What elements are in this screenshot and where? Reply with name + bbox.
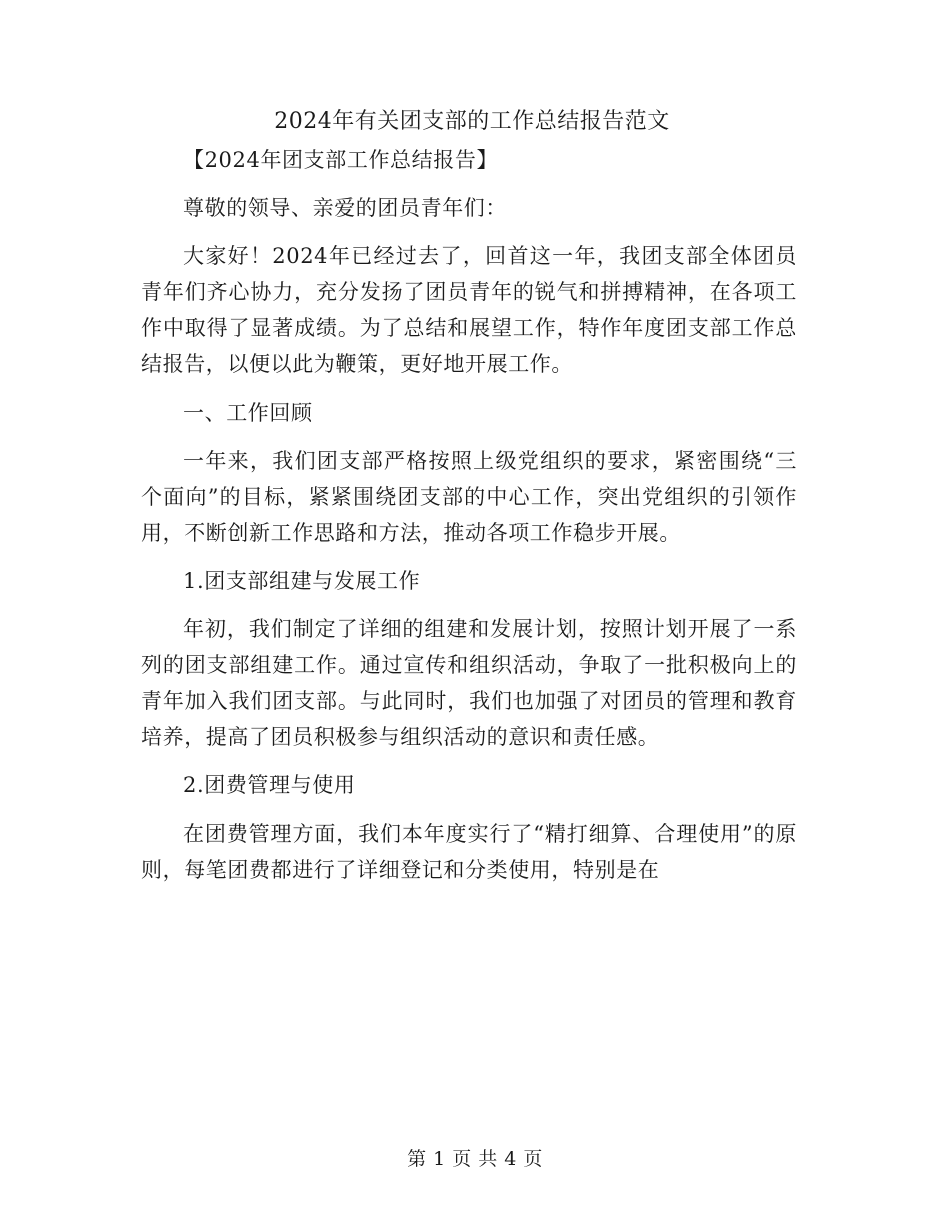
salutation: 尊敬的领导、亲爱的团员青年们： — [183, 196, 507, 221]
section-heading-review: 一、工作回顾 — [183, 400, 313, 425]
report-bracket-title: 【2024年团支部工作总结报告】 — [183, 148, 499, 172]
document-title: 2024年有关团支部的工作总结报告范文 — [274, 109, 670, 134]
page-footer — [0, 1146, 950, 1172]
review-paragraph: 一年来，我们团支部严格按照上级党组织的要求，紧密围绕“三个面向”的目标，紧紧围绕团支部的中心工作，突出党组织的引领作用，不断创新工作思路和方法，推动各项工作稳步开展。 — [141, 448, 797, 545]
subheading-dues-management: 2.团费管理与使用 — [183, 773, 356, 798]
branch-building-paragraph: 年初，我们制定了详细的组建和发展计划，按照计划开展了一系列的团支部组建工作。通过宣传和组织活动，争取了一批积极向上的青年加入我们团支部。与此同时，我们也加强了对团员的管理和教育培养，提高了团员积极参与组织活动的意识和责任感。 — [141, 617, 797, 750]
page-number-label: 第 1 页 共 4 页 — [407, 1148, 543, 1170]
document-body — [141, 104, 797, 888]
subheading-branch-building: 1.团支部组建与发展工作 — [183, 568, 421, 593]
intro-paragraph: 大家好！2024年已经过去了，回首这一年，我团支部全体团员青年们齐心协力，充分发扬了团员青年的锐气和拼搏精神，在各项工作中取得了显著成绩。为了总结和展望工作，特作年度团支部工作总结报告，以便以此为鞭策，更好地开展工作。 — [141, 244, 797, 377]
dues-management-paragraph: 在团费管理方面，我们本年度实行了“精打细算、合理使用”的原则，每笔团费都进行了详细登记和分类使用，特别是在 — [141, 821, 797, 882]
